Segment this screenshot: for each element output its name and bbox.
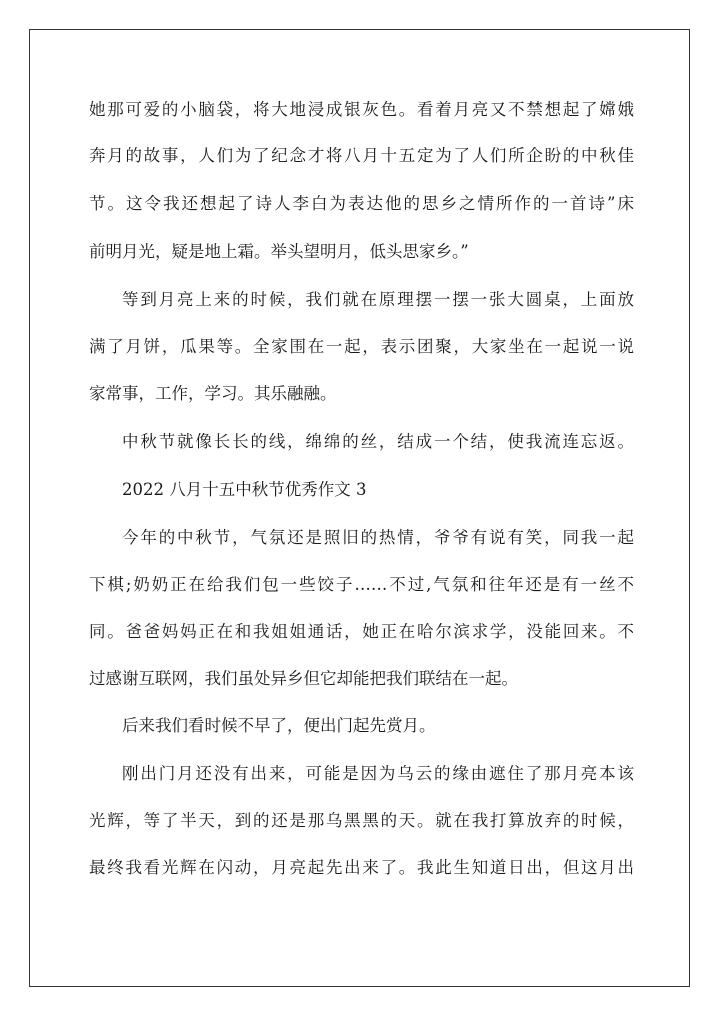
text-line-5: 等到月亮上来的时候，我们就在原理摆一摆一张大圆桌，上面放 bbox=[122, 290, 634, 309]
text-line-4: 前明月光，疑是地上霜。举头望明月，低头思家乡。” bbox=[89, 242, 469, 261]
text-line-7: 家常事，工作，学习。其乐融融。 bbox=[89, 384, 337, 403]
text-line-12: 同。爸爸妈妈正在和我姐姐通话，她正在哈尔滨求学，没能回来。不 bbox=[89, 622, 634, 641]
text-line-10: 今年的中秋节，气氛还是照旧的热情，爷爷有说有笑，同我一起 bbox=[122, 528, 634, 547]
text-line-16: 光辉，等了半天，到的还是那乌黑黑的天。就在我打算放弃的时候， bbox=[89, 811, 634, 830]
page-border bbox=[29, 29, 690, 987]
text-line-6: 满了月饼，瓜果等。全家围在一起，表示团聚，大家坐在一起说一说 bbox=[89, 337, 634, 356]
text-line-2: 奔月的故事，人们为了纪念才将八月十五定为了人们所企盼的中秋佳 bbox=[89, 146, 634, 165]
text-line-15: 刚出门月还没有出来，可能是因为乌云的缘由遮住了那月亮本该 bbox=[122, 764, 634, 783]
text-line-3: 节。这令我还想起了诗人李白为表达他的思乡之情所作的一首诗”床 bbox=[89, 194, 634, 213]
section-heading: 2022 八月十五中秋节优秀作文 3 bbox=[122, 480, 367, 499]
text-line-14: 后来我们看时候不早了，便出门起先赏月。 bbox=[122, 716, 436, 735]
text-line-11: 下棋;奶奶正在给我们包一些饺子……不过,气氛和往年还是有一丝不 bbox=[89, 575, 634, 594]
text-line-1: 她那可爱的小脑袋，将大地浸成银灰色。看着月亮又不禁想起了嫦娥 bbox=[89, 100, 634, 119]
text-line-8: 中秋节就像长长的线，绵绵的丝，结成一个结，使我流连忘返。 bbox=[122, 432, 634, 451]
text-line-17: 最终我看光辉在闪动，月亮起先出来了。我此生知道日出，但这月出 bbox=[89, 858, 634, 877]
text-line-13: 过感谢互联网，我们虽处异乡但它却能把我们联结在一起。 bbox=[89, 669, 518, 688]
